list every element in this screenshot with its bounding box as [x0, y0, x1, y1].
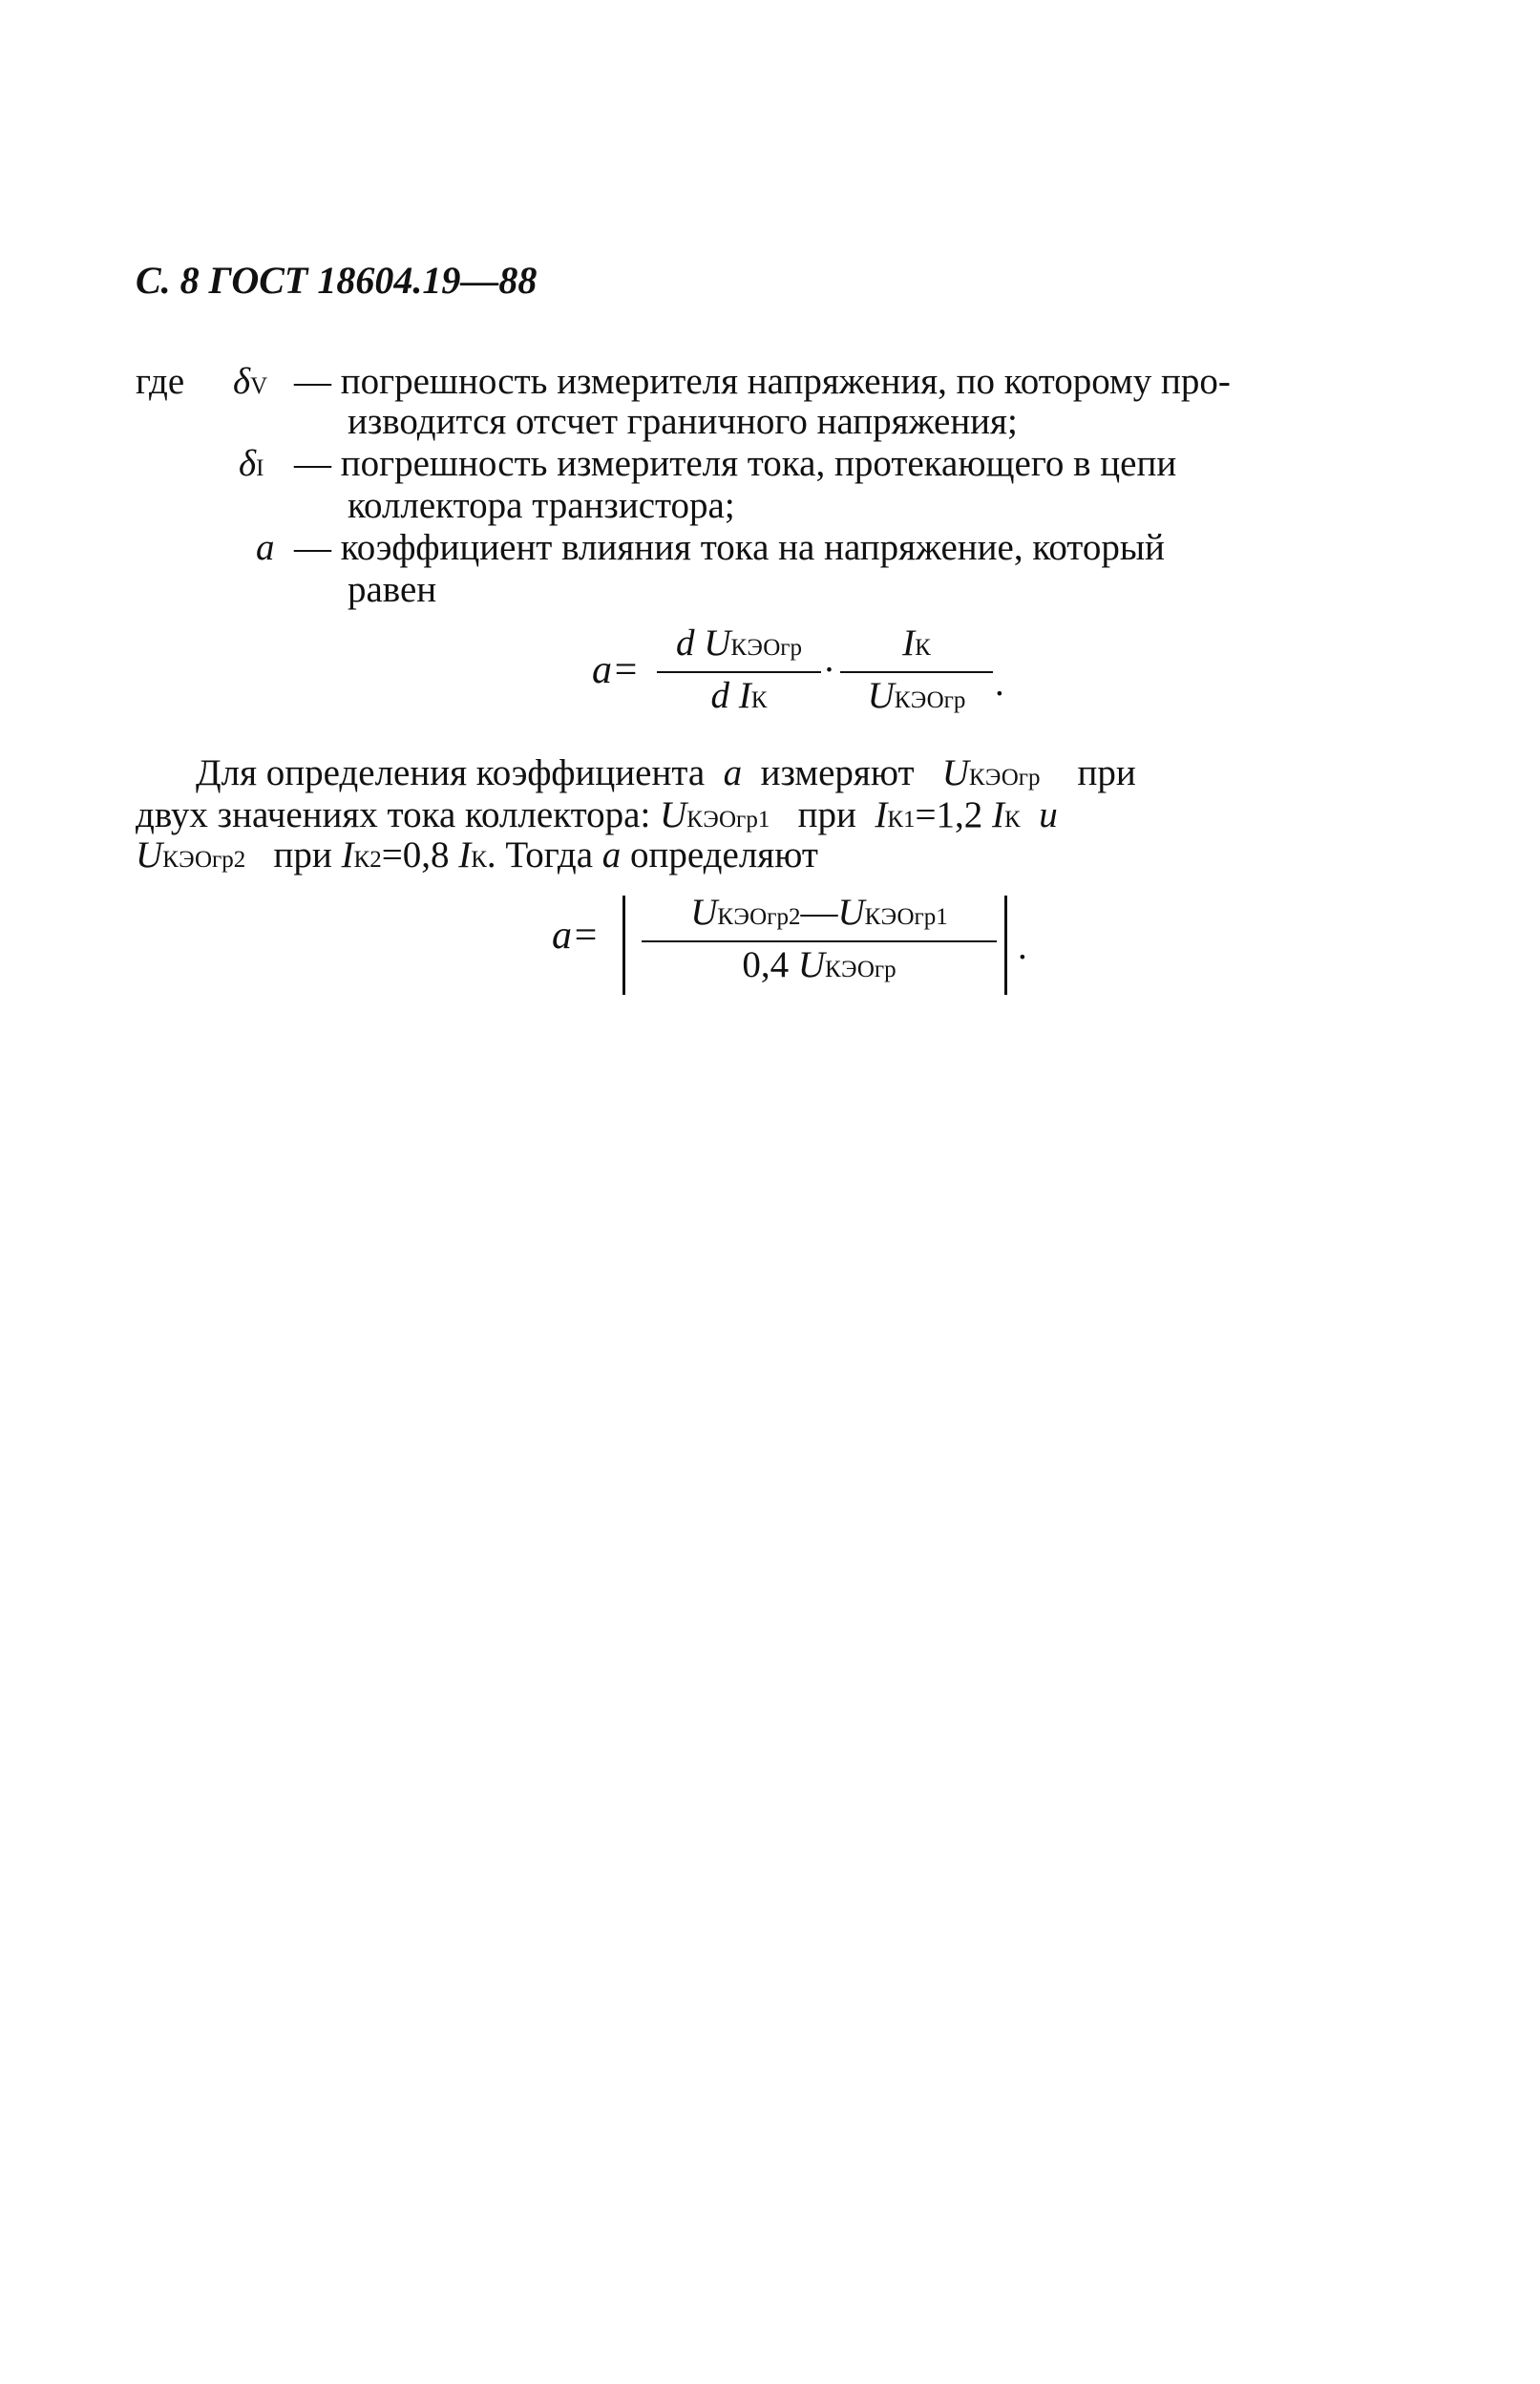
- formula1-num2: IК: [902, 622, 931, 664]
- formula2-num: UКЭОгр2—UКЭОгр1: [690, 892, 948, 933]
- formula1-den1: d IК: [710, 675, 768, 716]
- where-label: где: [136, 361, 185, 402]
- para-line3: UКЭОгр2 при IК2=0,8 IК. Тогда a определяют: [136, 834, 818, 876]
- formula2-fraction: [642, 890, 997, 993]
- formula2-den: 0,4 UКЭОгр: [742, 944, 897, 985]
- def-a-line1: — коэффициент влияния тока на напряжение, который: [294, 527, 1165, 568]
- def-delta-v-line1: — погрешность измерителя напряжения, по которому про-: [294, 361, 1231, 402]
- formula1-den2: UКЭОгр: [867, 675, 966, 716]
- para-line1: Для определения коэффициента a измеряют UКЭОгр при: [196, 752, 1136, 793]
- delta-v-symbol: δV: [233, 361, 268, 402]
- page-header: С. 8 ГОСТ 18604.19—88: [136, 259, 538, 302]
- formula1-fraction2: [840, 621, 993, 724]
- delta-i-symbol: δI: [239, 443, 264, 484]
- formula1-lhs: a=: [592, 648, 640, 692]
- def-delta-v-line2: изводится отсчет граничного напряжения;: [348, 401, 1018, 442]
- formula1-dot: ·: [823, 649, 835, 690]
- def-delta-i-line2: коллектора транзистора;: [348, 485, 735, 526]
- formula2-lhs: a=: [552, 914, 600, 958]
- formula2-abs-right: [1004, 896, 1007, 995]
- formula1-num1: d UКЭОгр: [675, 622, 803, 664]
- formula1-fraction1: [657, 621, 821, 724]
- formula2-end: .: [1018, 926, 1027, 967]
- para-line2: двух значениях тока коллектора: UКЭОгр1 при IК1=1,2 IК и: [136, 794, 1058, 835]
- def-a-line2: равен: [348, 569, 437, 610]
- formula1-end: .: [995, 663, 1004, 704]
- formula2-abs-left: [622, 896, 625, 995]
- a-symbol: a: [256, 527, 275, 568]
- def-delta-i-line1: — погрешность измерителя тока, протекающего в цепи: [294, 443, 1177, 484]
